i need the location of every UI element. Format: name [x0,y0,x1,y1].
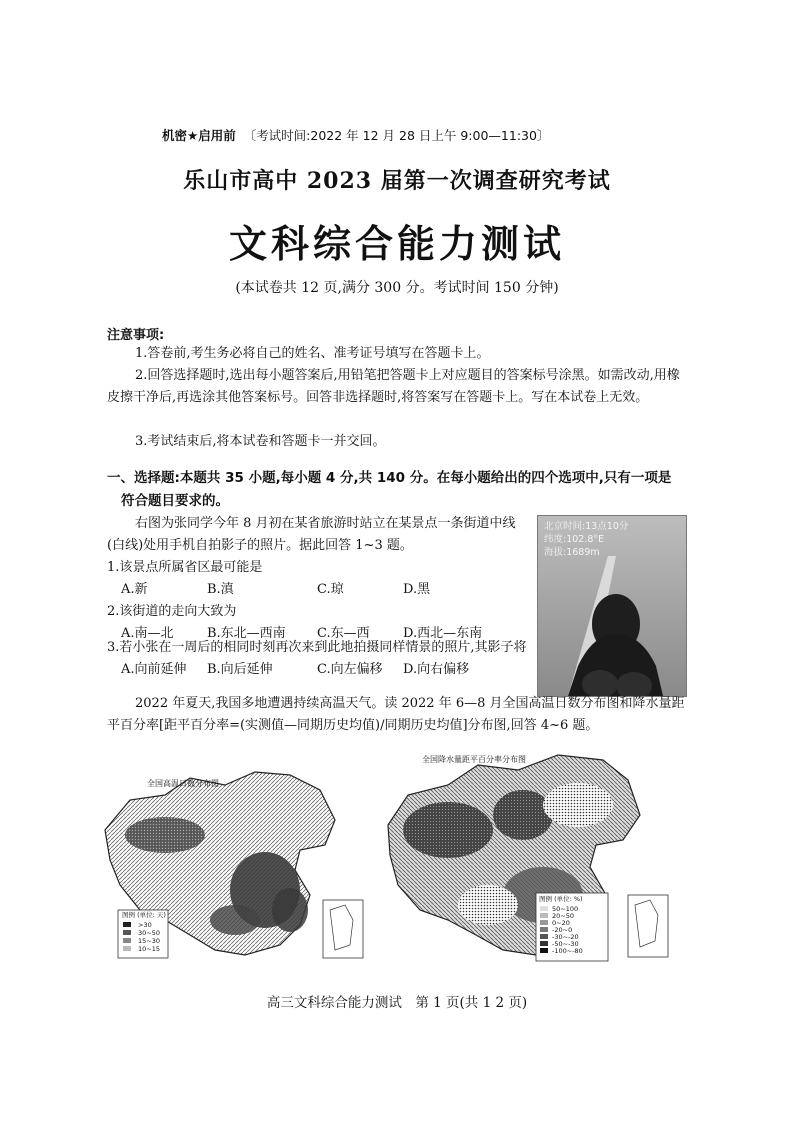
right-legend-1: 50~100 [552,905,579,913]
right-map-title: 全国降水量距平百分率分布图 [422,755,526,764]
section-heading [107,467,692,513]
xinjiang-hot-zone [125,817,205,853]
left-map-title: 全国高温日数分布图 [147,779,219,788]
right-legend-5: -30~-20 [552,933,579,941]
question-2-stem: 2.该街道的走向大致为 [107,604,237,619]
photo-latitude: 纬度:102.8°E [544,534,605,545]
exam-subtitle: (本试卷共 12 页,满分 300 分。考试时间 150 分钟) [235,280,559,296]
q1-option-d[interactable]: D.黑 [403,582,431,597]
confidential-line [162,126,549,144]
left-legend-4: 10~15 [138,945,160,953]
q2-option-a[interactable]: A.南—北 [121,626,174,641]
q3-option-d[interactable]: D.向右偏移 [403,662,470,677]
question-1 [107,557,527,601]
notice-item-1: 1.答卷前,考生务必将自己的姓名、准考证号填写在答题卡上。 [135,346,490,361]
northwest-anomaly-zone [403,802,493,858]
right-legend-6: -50~-30 [552,940,579,948]
q1-option-c[interactable]: C.琼 [317,582,344,597]
main-title: 文科综合能力测试 [228,221,565,266]
q3-option-b[interactable]: B.向后延伸 [207,662,273,677]
section-heading-line1: 一、选择题:本题共 35 小题,每小题 4 分,共 140 分。在每小题给出的四个选项中,只有一项是 [107,470,672,486]
q2-option-c[interactable]: C.东—西 [317,626,370,641]
question-1-stem: 1.该景点所属省区最可能是 [107,560,263,575]
question-intro: 右图为张同学今年 8 月初在某省旅游时站立在某景点一条街道中线(白线)处用手机自拍影子的照片。据此回答 1~3 题。 [107,516,516,553]
high-temp-days-map [95,760,375,970]
q3-option-c[interactable]: C.向左偏移 [317,662,383,677]
right-legend-7: -100~-80 [552,947,583,955]
notice-item-2: 2.回答选择题时,选出每小题答案后,用铅笔把答题卡上对应题目的答案标号涂黑。如需改动,用橡皮擦干净后,再选涂其他答案标号。回答非选择题时,将答案写在答题卡上。写在本试卷上无效。 [107,368,680,405]
photo-altitude: 海拔:1689m [544,547,600,558]
q1-option-a[interactable]: A.新 [121,582,148,597]
south-china-sea-inset-right [628,895,668,957]
high-temp-map-graphic [95,760,375,970]
right-legend-3: 0~20 [552,919,570,927]
left-legend-1: >30 [138,921,152,929]
q2-option-b[interactable]: B.东北—西南 [207,626,286,641]
notice-item-3: 3.考试结束后,将本试卷和答题卡一并交回。 [135,434,386,449]
question-3-stem: 3.若小张在一周后的相同时刻再次来到此地拍摄同样情景的照片,其影子将 [107,640,527,655]
left-legend-3: 15~30 [138,937,160,945]
q2-option-d[interactable]: D.西北—东南 [403,626,483,641]
question-intro-2: 2022 年夏天,我国多地遭遇持续高温天气。读 2022 年 6—8 月全国高温日数分布图和降水量距平百分率[距平百分率=(实测值—同期历史均值)/同期历史均值]分布图,回答 4~6 题。 [107,696,685,733]
south-china-sea-inset-left [323,900,363,958]
left-map-legend-title: 图例 (单位: 天) [122,911,166,919]
precip-map-graphic [378,745,678,973]
page-footer: 高三文科综合能力测试 第 1 页(共 1 2 页) [266,995,528,1011]
precipitation-anomaly-map [378,745,678,973]
left-legend-2: 30~50 [138,929,160,937]
q3-option-a[interactable]: A.向前延伸 [121,662,187,677]
right-map-legend-title: 图例 (单位: %) [539,895,583,903]
exam-time: 〔考试时间:2022 年 12 月 28 日上午 9:00—11:30〕 [243,128,550,143]
shadow-selfie-photo [537,515,687,697]
right-legend-2: 20~50 [552,912,574,920]
confidential-label: 机密★启用前 [162,128,236,143]
photo-time: 北京时间:13点10分 [544,521,629,532]
notice-heading: 注意事项: [107,328,165,343]
exam-title: 乐山市高中 2023 届第一次调查研究考试 [183,168,611,194]
right-legend-4: -20~0 [552,926,573,934]
question-3 [107,637,527,681]
section-heading-line2: 符合题目要求的。 [121,493,229,509]
q1-option-b[interactable]: B.滇 [207,582,234,597]
